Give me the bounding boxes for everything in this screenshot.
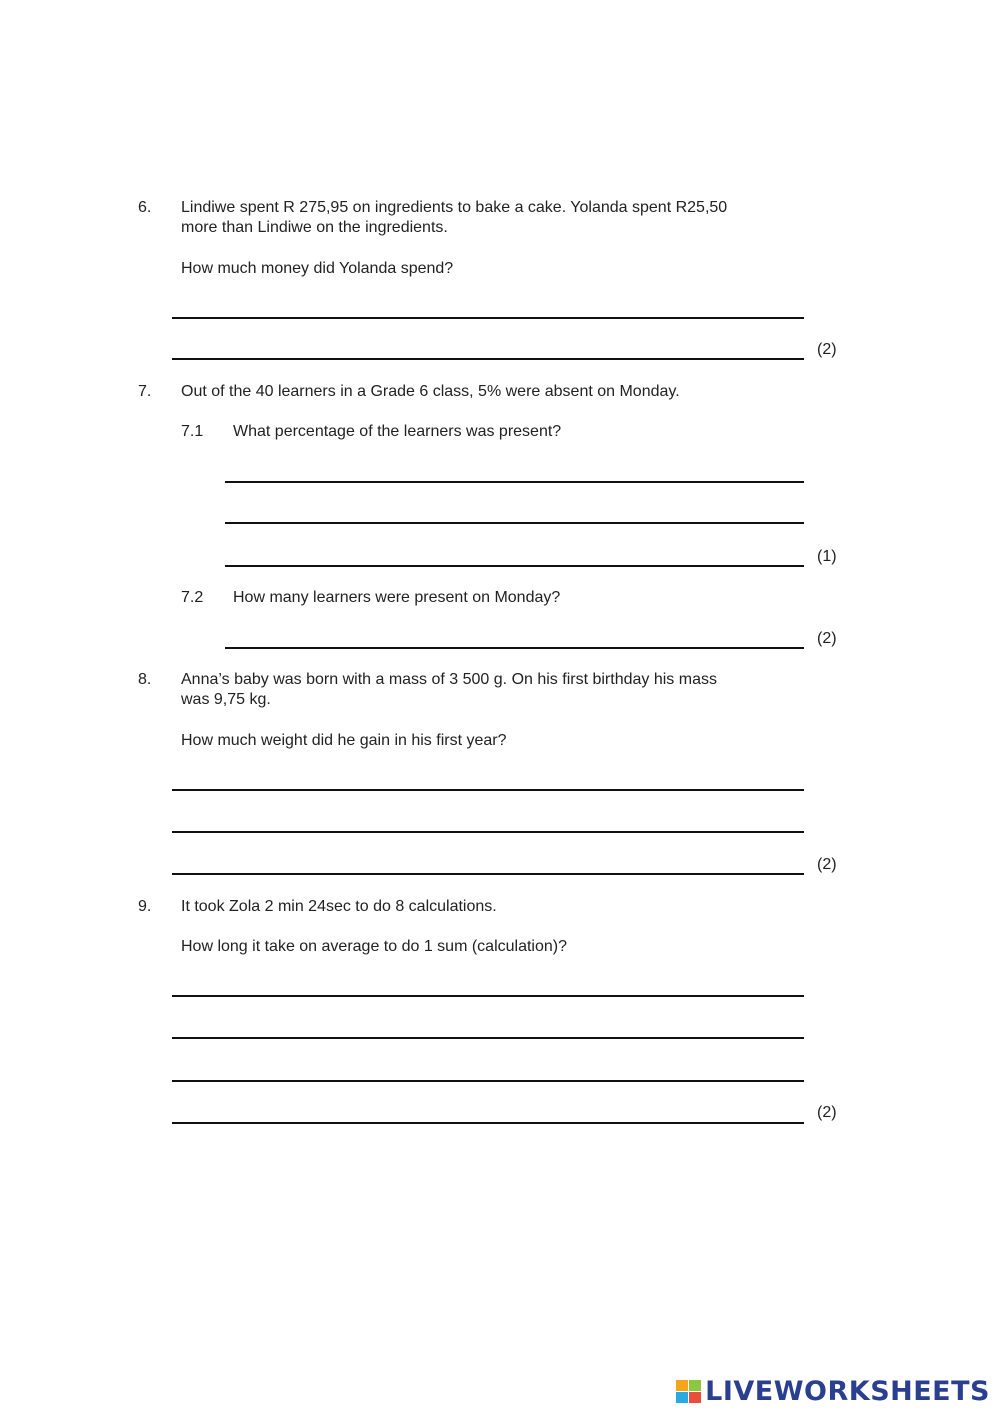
q7-1-number: 7.1 [181, 423, 204, 440]
q9-answer-line-4[interactable] [172, 1122, 804, 1124]
q7-number: 7. [138, 383, 152, 400]
q7-1-text: What percentage of the learners was present? [233, 423, 562, 440]
q8-answer-line-2[interactable] [172, 831, 804, 833]
q6-answer-line-1[interactable] [172, 317, 804, 319]
q9-number: 9. [138, 898, 152, 915]
q9-answer-line-2[interactable] [172, 1037, 804, 1039]
q7-1-answer-line-3[interactable] [225, 565, 804, 567]
q6-text-line2: more than Lindiwe on the ingredients. [181, 219, 448, 236]
q7-1-answer-line-2[interactable] [225, 522, 804, 524]
q8-marks: (2) [817, 856, 837, 873]
liveworksheets-wordmark: LIVEWORKSHEETS [705, 1376, 990, 1407]
q8-prompt: How much weight did he gain in his first year? [181, 732, 507, 749]
q8-text-line2: was 9,75 kg. [181, 691, 271, 708]
q8-number: 8. [138, 671, 152, 688]
q7-1-answer-line-1[interactable] [225, 481, 804, 483]
q9-answer-line-1[interactable] [172, 995, 804, 997]
q8-text-line1: Anna’s baby was born with a mass of 3 500 g. On his first birthday his mass [181, 671, 717, 688]
q7-1-marks: (1) [817, 548, 837, 565]
q6-text-line1: Lindiwe spent R 275,95 on ingredients to bake a cake. Yolanda spent R25,50 [181, 199, 728, 216]
q7-text: Out of the 40 learners in a Grade 6 class, 5% were absent on Monday. [181, 383, 680, 400]
q7-2-marks: (2) [817, 630, 837, 647]
q9-answer-line-3[interactable] [172, 1080, 804, 1082]
q6-number: 6. [138, 199, 152, 216]
q8-answer-line-1[interactable] [172, 789, 804, 791]
q9-marks: (2) [817, 1104, 837, 1121]
q6-answer-line-2[interactable] [172, 358, 804, 360]
q9-prompt: How long it take on average to do 1 sum (calculation)? [181, 938, 567, 955]
q9-text: It took Zola 2 min 24sec to do 8 calculations. [181, 898, 497, 915]
liveworksheets-logo-icon [676, 1380, 702, 1404]
q7-2-answer-line-1[interactable] [225, 647, 804, 649]
q8-answer-line-3[interactable] [172, 873, 804, 875]
q7-2-number: 7.2 [181, 589, 204, 606]
q7-2-text: How many learners were present on Monday? [233, 589, 561, 606]
liveworksheets-brand [676, 1375, 990, 1409]
q6-prompt: How much money did Yolanda spend? [181, 260, 454, 277]
q6-marks: (2) [817, 341, 837, 358]
